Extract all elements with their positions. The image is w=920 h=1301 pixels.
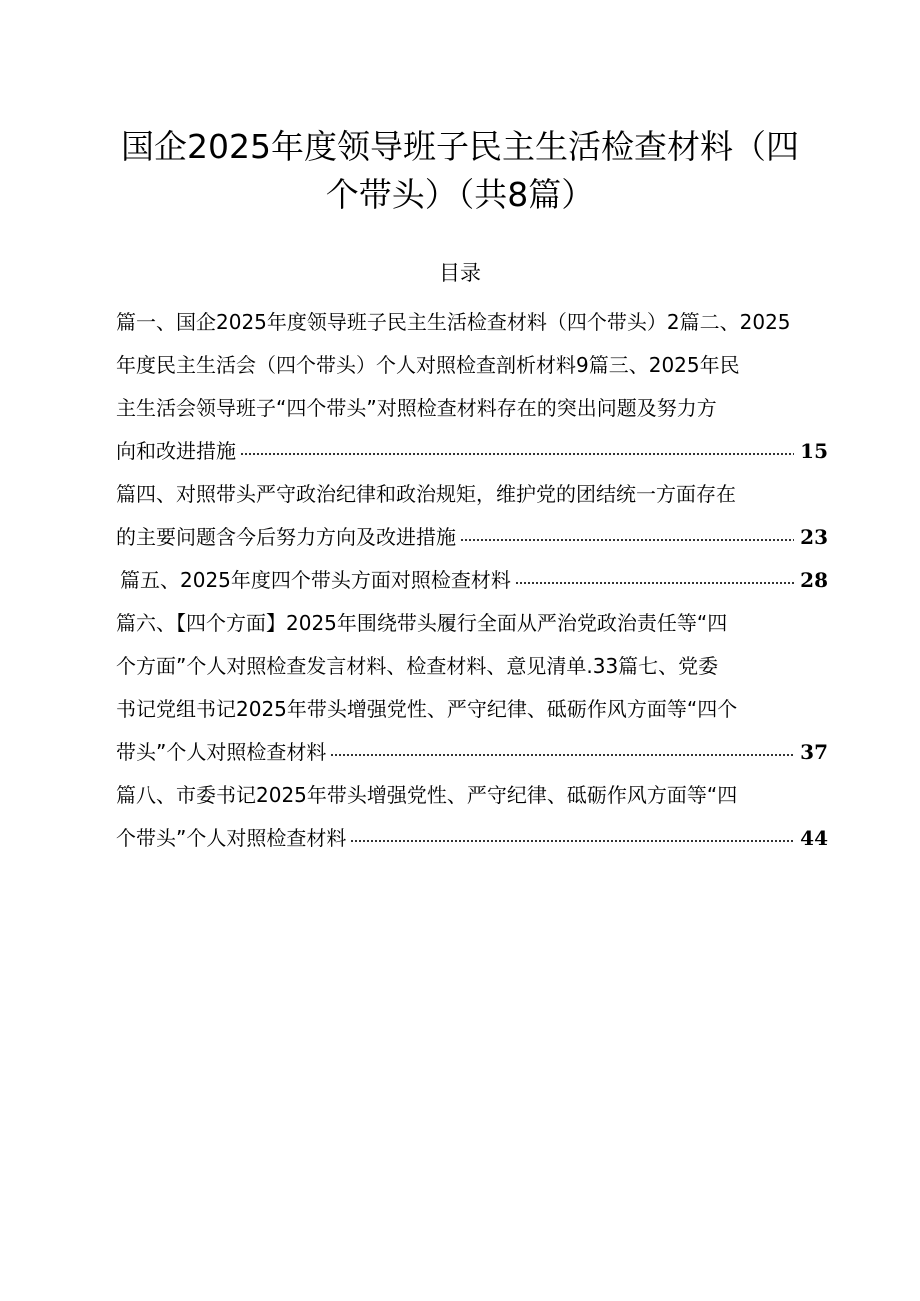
toc-line xyxy=(116,479,828,509)
dot-leader xyxy=(460,539,794,541)
dot-leader xyxy=(330,754,794,756)
toc-line-text: 书记党组书记2025年带头增强党性、严守纪律、砥砺作风方面等“四个 xyxy=(116,697,738,721)
document-title-line-2: 个带头）（共8篇） xyxy=(325,175,595,214)
toc-page-number: 44 xyxy=(800,826,828,850)
toc-line-text: 篇五、2025年度四个带头方面对照检查材料 xyxy=(120,568,511,592)
toc-line xyxy=(116,651,828,681)
toc-line xyxy=(116,780,828,810)
dot-leader xyxy=(350,840,794,842)
toc-line-text: 篇八、市委书记2025年带头增强党性、严守纪律、砥砺作风方面等“四 xyxy=(116,783,738,807)
toc-entry-8[interactable] xyxy=(116,823,828,853)
dot-leader xyxy=(240,453,794,455)
toc-line-text: 个带头”个人对照检查材料 xyxy=(116,826,347,850)
dot-leader xyxy=(515,582,794,584)
toc-line-text: 向和改进措施 xyxy=(116,439,236,463)
toc-line-text: 篇一、国企2025年度领导班子民主生活检查材料（四个带头）2篇二、2025 xyxy=(116,310,791,334)
toc-entry-1-3[interactable] xyxy=(116,436,828,466)
toc-line xyxy=(116,694,828,724)
toc-page-number: 23 xyxy=(800,525,828,549)
toc-page-number: 28 xyxy=(800,568,828,592)
toc-line-text: 带头”个人对照检查材料 xyxy=(116,740,327,764)
toc-line-text: 年度民主生活会（四个带头）个人对照检查剖析材料9篇三、2025年民 xyxy=(116,353,740,377)
toc-entry-4[interactable] xyxy=(116,522,828,552)
toc-line-text: 篇四、对照带头严守政治纪律和政治规矩，维护党的团结统一方面存在 xyxy=(116,482,736,506)
toc-line xyxy=(116,307,828,337)
toc-entry-5[interactable] xyxy=(120,565,828,595)
toc-line xyxy=(116,350,828,380)
toc-heading: 目录 xyxy=(439,261,481,285)
toc-line-text: 的主要问题含今后努力方向及改进措施 xyxy=(116,525,456,549)
toc-page-number: 37 xyxy=(800,740,828,764)
document-title-line-1: 国企2025年度领导班子民主生活检查材料（四 xyxy=(121,127,799,166)
toc-page-number: 15 xyxy=(800,439,828,463)
toc-line-text: 主生活会领导班子“四个带头”对照检查材料存在的突出问题及努力方 xyxy=(116,396,717,420)
toc-line xyxy=(116,393,828,423)
toc-line-text: 篇六、【四个方面】2025年围绕带头履行全面从严治党政治责任等“四 xyxy=(116,611,728,635)
toc-line-text: 个方面”个人对照检查发言材料、检查材料、意见清单.33篇七、党委 xyxy=(116,654,719,678)
toc-entry-6-7[interactable] xyxy=(116,737,828,767)
toc-line xyxy=(116,608,828,638)
